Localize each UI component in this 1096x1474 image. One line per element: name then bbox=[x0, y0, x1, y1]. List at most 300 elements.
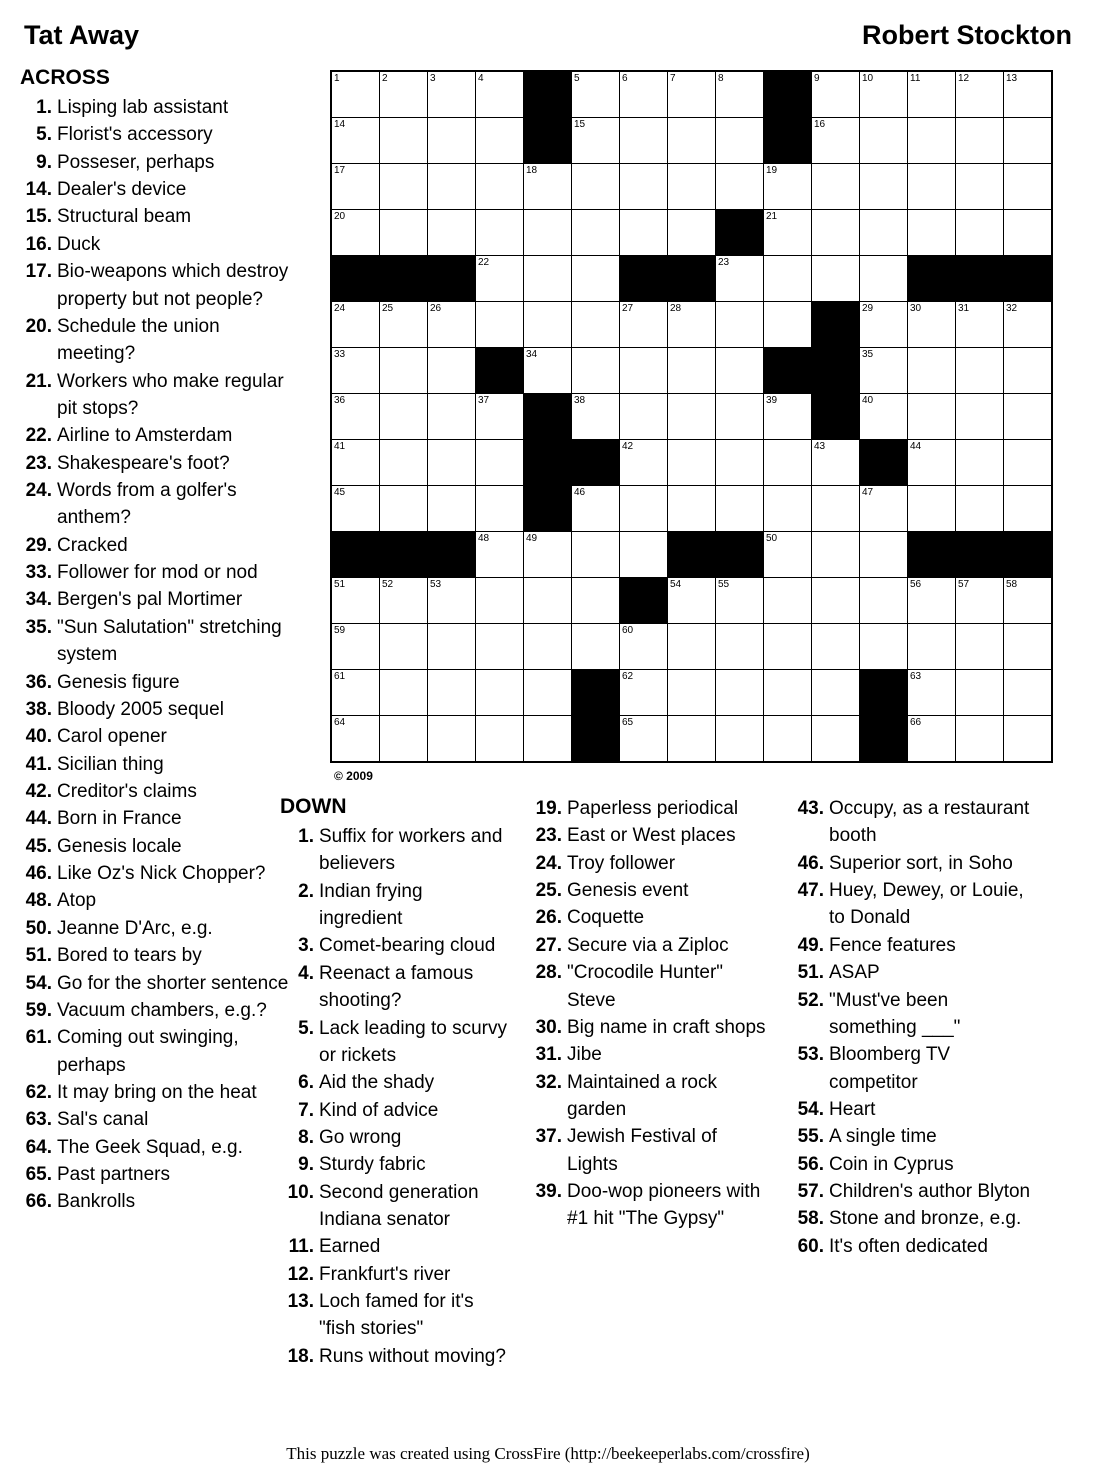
grid-cell[interactable] bbox=[380, 71, 428, 118]
grid-cell[interactable] bbox=[331, 71, 380, 118]
grid-cell[interactable] bbox=[764, 532, 812, 578]
grid-block-cell bbox=[860, 440, 908, 486]
grid-cell[interactable] bbox=[572, 118, 620, 164]
grid-cell[interactable] bbox=[764, 256, 812, 302]
clue-text: "Sun Salutation" stretching system bbox=[57, 616, 282, 666]
clue-item bbox=[18, 805, 290, 832]
grid-cell[interactable] bbox=[764, 394, 812, 440]
clue-item bbox=[18, 860, 290, 887]
grid-cell[interactable] bbox=[716, 256, 764, 302]
grid-cell[interactable] bbox=[476, 302, 524, 348]
grid-cell-number: 25 bbox=[382, 303, 394, 314]
grid-cell[interactable] bbox=[908, 670, 956, 716]
grid-block-cell bbox=[572, 670, 620, 716]
clue-item bbox=[788, 1233, 1032, 1260]
grid-cell[interactable] bbox=[331, 624, 380, 670]
grid-block-cell bbox=[956, 256, 1004, 302]
grid-cell[interactable] bbox=[572, 532, 620, 578]
clue-number: 14. bbox=[25, 179, 52, 201]
clue-number: 46. bbox=[797, 852, 824, 874]
grid-cell[interactable] bbox=[1004, 578, 1053, 624]
grid-cell[interactable] bbox=[668, 578, 716, 624]
grid-cell[interactable] bbox=[572, 486, 620, 532]
grid-cell[interactable] bbox=[812, 486, 860, 532]
grid-cell[interactable] bbox=[331, 578, 380, 624]
clue-item bbox=[18, 614, 290, 669]
grid-cell[interactable] bbox=[1004, 164, 1053, 210]
clue-number: 24. bbox=[25, 480, 52, 502]
grid-block-cell bbox=[908, 532, 956, 578]
grid-cell-number: 44 bbox=[910, 441, 922, 452]
clue-number: 3. bbox=[298, 935, 314, 957]
grid-cell-number: 3 bbox=[430, 73, 436, 84]
grid-cell[interactable] bbox=[668, 348, 716, 394]
grid-cell[interactable] bbox=[572, 210, 620, 256]
grid-cell[interactable] bbox=[380, 394, 428, 440]
grid-cell[interactable] bbox=[668, 302, 716, 348]
grid-cell[interactable] bbox=[380, 440, 428, 486]
grid-cell[interactable] bbox=[860, 394, 908, 440]
grid-cell[interactable] bbox=[428, 71, 476, 118]
grid-cell[interactable] bbox=[620, 348, 668, 394]
grid-cell[interactable] bbox=[331, 302, 380, 348]
clue-text: Bloomberg TV competitor bbox=[829, 1044, 951, 1093]
grid-cell[interactable] bbox=[428, 118, 476, 164]
grid-cell[interactable] bbox=[860, 532, 908, 578]
grid-cell[interactable] bbox=[1004, 716, 1053, 763]
grid-cell[interactable] bbox=[380, 118, 428, 164]
grid-cell[interactable] bbox=[476, 394, 524, 440]
grid-block-cell bbox=[908, 256, 956, 302]
crossword-grid[interactable] bbox=[330, 70, 1053, 763]
grid-cell[interactable] bbox=[908, 348, 956, 394]
grid-cell[interactable] bbox=[860, 486, 908, 532]
grid-cell[interactable] bbox=[476, 440, 524, 486]
grid-block-cell bbox=[812, 348, 860, 394]
grid-cell[interactable] bbox=[524, 302, 572, 348]
grid-cell[interactable] bbox=[524, 532, 572, 578]
grid-cell[interactable] bbox=[668, 486, 716, 532]
grid-block-cell bbox=[572, 716, 620, 763]
clue-number: 62. bbox=[25, 1081, 52, 1103]
grid-cell[interactable] bbox=[716, 164, 764, 210]
clue-item bbox=[526, 850, 770, 877]
grid-cell[interactable] bbox=[331, 348, 380, 394]
grid-cell[interactable] bbox=[908, 716, 956, 763]
grid-cell[interactable] bbox=[476, 71, 524, 118]
grid-cell[interactable] bbox=[860, 348, 908, 394]
grid-cell[interactable] bbox=[524, 624, 572, 670]
grid-cell[interactable] bbox=[428, 210, 476, 256]
grid-cell[interactable] bbox=[524, 348, 572, 394]
grid-cell[interactable] bbox=[428, 348, 476, 394]
clue-item bbox=[278, 960, 508, 1015]
clue-number: 31. bbox=[535, 1044, 562, 1066]
clue-item bbox=[18, 368, 290, 423]
grid-cell[interactable] bbox=[716, 118, 764, 164]
grid-cell[interactable] bbox=[524, 210, 572, 256]
grid-cell[interactable] bbox=[668, 440, 716, 486]
clue-text: Coquette bbox=[567, 907, 645, 929]
clue-text: Huey, Dewey, or Louie, to Donald bbox=[829, 880, 1024, 929]
grid-cell[interactable] bbox=[572, 302, 620, 348]
clue-text: Jeanne D'Arc, e.g. bbox=[57, 917, 213, 939]
clue-number: 55. bbox=[797, 1126, 824, 1148]
grid-cell[interactable] bbox=[1004, 486, 1053, 532]
grid-cell[interactable] bbox=[428, 302, 476, 348]
grid-cell[interactable] bbox=[908, 624, 956, 670]
grid-cell-number: 56 bbox=[910, 579, 922, 590]
grid-block-cell bbox=[1004, 532, 1053, 578]
grid-cell[interactable] bbox=[812, 71, 860, 118]
clue-number: 5. bbox=[36, 124, 52, 146]
clue-number: 17. bbox=[25, 261, 52, 283]
page-title: Tat Away bbox=[24, 20, 140, 50]
grid-cell[interactable] bbox=[331, 440, 380, 486]
grid-cell[interactable] bbox=[524, 578, 572, 624]
grid-cell[interactable] bbox=[812, 624, 860, 670]
grid-cell[interactable] bbox=[1004, 71, 1053, 118]
grid-cell[interactable] bbox=[812, 118, 860, 164]
grid-cell[interactable] bbox=[956, 164, 1004, 210]
grid-cell[interactable] bbox=[908, 210, 956, 256]
grid-cell[interactable] bbox=[1004, 210, 1053, 256]
clue-number: 53. bbox=[797, 1044, 824, 1066]
grid-cell[interactable] bbox=[956, 302, 1004, 348]
grid-cell[interactable] bbox=[956, 670, 1004, 716]
grid-cell[interactable] bbox=[764, 164, 812, 210]
grid-row bbox=[331, 164, 1052, 210]
grid-cell[interactable] bbox=[860, 118, 908, 164]
grid-cell[interactable] bbox=[716, 578, 764, 624]
grid-cell[interactable] bbox=[620, 440, 668, 486]
grid-cell[interactable] bbox=[668, 716, 716, 763]
clue-text: Secure via a Ziploc bbox=[567, 934, 729, 956]
clue-text: A single time bbox=[829, 1126, 937, 1148]
clue-number: 9. bbox=[36, 151, 52, 173]
grid-cell[interactable] bbox=[380, 302, 428, 348]
down-clues-section bbox=[278, 795, 1078, 1370]
clue-text: Bored to tears by bbox=[57, 945, 202, 967]
grid-cell[interactable] bbox=[908, 578, 956, 624]
grid-cell[interactable] bbox=[716, 486, 764, 532]
grid-cell[interactable] bbox=[331, 164, 380, 210]
grid-cell[interactable] bbox=[380, 210, 428, 256]
grid-cell[interactable] bbox=[1004, 348, 1053, 394]
clue-item bbox=[18, 915, 290, 942]
grid-block-cell bbox=[812, 394, 860, 440]
clue-text: Comet-bearing cloud bbox=[319, 935, 496, 957]
grid-cell[interactable] bbox=[812, 578, 860, 624]
clue-text: Genesis locale bbox=[57, 835, 182, 857]
grid-cell[interactable] bbox=[908, 118, 956, 164]
grid-cell[interactable] bbox=[716, 440, 764, 486]
grid-block-cell bbox=[956, 532, 1004, 578]
clue-item bbox=[526, 1178, 770, 1233]
grid-cell[interactable] bbox=[668, 394, 716, 440]
grid-cell[interactable] bbox=[764, 716, 812, 763]
grid-cell[interactable] bbox=[380, 578, 428, 624]
grid-cell-number: 57 bbox=[958, 579, 970, 590]
clue-text: Bankrolls bbox=[57, 1191, 136, 1213]
grid-cell[interactable] bbox=[331, 394, 380, 440]
clue-text: It may bring on the heat bbox=[57, 1081, 257, 1103]
clue-text: Past partners bbox=[57, 1164, 170, 1186]
grid-cell[interactable] bbox=[572, 71, 620, 118]
grid-cell[interactable] bbox=[620, 210, 668, 256]
grid-cell[interactable] bbox=[524, 256, 572, 302]
grid-cell[interactable] bbox=[572, 394, 620, 440]
grid-cell[interactable] bbox=[1004, 302, 1053, 348]
clue-text: Sturdy fabric bbox=[319, 1154, 426, 1176]
grid-cell[interactable] bbox=[956, 624, 1004, 670]
grid-cell[interactable] bbox=[380, 486, 428, 532]
grid-row bbox=[331, 532, 1052, 578]
grid-cell[interactable] bbox=[428, 440, 476, 486]
grid-cell[interactable] bbox=[860, 256, 908, 302]
grid-cell[interactable] bbox=[716, 670, 764, 716]
grid-cell[interactable] bbox=[524, 716, 572, 763]
clue-number: 50. bbox=[25, 917, 52, 939]
clue-number: 25. bbox=[535, 880, 562, 902]
grid-cell[interactable] bbox=[812, 670, 860, 716]
grid-cell-number: 24 bbox=[334, 303, 346, 314]
clue-number: 37. bbox=[535, 1126, 562, 1148]
grid-cell[interactable] bbox=[476, 716, 524, 763]
grid-row bbox=[331, 486, 1052, 532]
grid-cell[interactable] bbox=[716, 348, 764, 394]
grid-cell-number: 1 bbox=[334, 73, 340, 84]
grid-cell-number: 10 bbox=[862, 73, 874, 84]
grid-cell[interactable] bbox=[476, 670, 524, 716]
grid-cell[interactable] bbox=[716, 624, 764, 670]
grid-cell[interactable] bbox=[716, 394, 764, 440]
grid-cell[interactable] bbox=[476, 532, 524, 578]
grid-block-cell bbox=[860, 716, 908, 763]
grid-cell[interactable] bbox=[908, 394, 956, 440]
grid-block-cell bbox=[524, 440, 572, 486]
grid-cell[interactable] bbox=[428, 394, 476, 440]
grid-row bbox=[331, 624, 1052, 670]
grid-cell[interactable] bbox=[620, 670, 668, 716]
grid-cell[interactable] bbox=[331, 670, 380, 716]
grid-cell[interactable] bbox=[764, 670, 812, 716]
grid-cell[interactable] bbox=[1004, 440, 1053, 486]
grid-cell[interactable] bbox=[908, 164, 956, 210]
grid-cell[interactable] bbox=[764, 302, 812, 348]
grid-cell[interactable] bbox=[956, 348, 1004, 394]
clue-item bbox=[18, 121, 290, 148]
grid-cell[interactable] bbox=[380, 716, 428, 763]
clue-item bbox=[526, 822, 770, 849]
grid-cell[interactable] bbox=[956, 210, 1004, 256]
grid-cell[interactable] bbox=[620, 486, 668, 532]
grid-cell[interactable] bbox=[476, 164, 524, 210]
grid-cell[interactable] bbox=[476, 118, 524, 164]
clue-item bbox=[278, 932, 508, 959]
grid-cell[interactable] bbox=[524, 670, 572, 716]
grid-cell[interactable] bbox=[572, 348, 620, 394]
grid-block-cell bbox=[524, 71, 572, 118]
grid-cell[interactable] bbox=[331, 716, 380, 763]
grid-cell[interactable] bbox=[716, 716, 764, 763]
clue-number: 65. bbox=[25, 1164, 52, 1186]
grid-cell[interactable] bbox=[860, 578, 908, 624]
grid-cell[interactable] bbox=[620, 394, 668, 440]
grid-cell[interactable] bbox=[380, 164, 428, 210]
grid-cell[interactable] bbox=[331, 210, 380, 256]
grid-cell[interactable] bbox=[668, 164, 716, 210]
grid-cell[interactable] bbox=[812, 256, 860, 302]
grid-cell[interactable] bbox=[380, 624, 428, 670]
grid-cell[interactable] bbox=[668, 118, 716, 164]
grid-cell[interactable] bbox=[428, 716, 476, 763]
grid-cell[interactable] bbox=[331, 486, 380, 532]
clue-number: 66. bbox=[25, 1191, 52, 1213]
clue-text: Born in France bbox=[57, 808, 182, 830]
clue-number: 15. bbox=[25, 206, 52, 228]
grid-cell[interactable] bbox=[956, 578, 1004, 624]
grid-cell[interactable] bbox=[812, 532, 860, 578]
grid-cell[interactable] bbox=[668, 71, 716, 118]
grid-cell[interactable] bbox=[331, 118, 380, 164]
grid-row bbox=[331, 118, 1052, 164]
grid-cell[interactable] bbox=[476, 624, 524, 670]
clue-number: 40. bbox=[25, 726, 52, 748]
clue-text: "Crocodile Hunter" Steve bbox=[567, 962, 724, 1011]
clue-text: Reenact a famous shooting? bbox=[319, 962, 474, 1012]
grid-cell[interactable] bbox=[572, 256, 620, 302]
grid-cell[interactable] bbox=[620, 624, 668, 670]
grid-cell-number: 34 bbox=[526, 349, 538, 360]
clue-number: 42. bbox=[25, 780, 52, 802]
grid-cell[interactable] bbox=[572, 164, 620, 210]
grid-cell[interactable] bbox=[380, 348, 428, 394]
grid-cell[interactable] bbox=[620, 716, 668, 763]
clue-item bbox=[18, 450, 290, 477]
grid-cell[interactable] bbox=[428, 624, 476, 670]
grid-cell[interactable] bbox=[1004, 394, 1053, 440]
grid-cell[interactable] bbox=[860, 164, 908, 210]
grid-cell[interactable] bbox=[908, 440, 956, 486]
clue-item bbox=[278, 1124, 508, 1151]
grid-cell[interactable] bbox=[956, 440, 1004, 486]
grid-cell[interactable] bbox=[812, 164, 860, 210]
clue-item bbox=[526, 877, 770, 904]
grid-cell[interactable] bbox=[620, 71, 668, 118]
clue-item bbox=[18, 997, 290, 1024]
grid-cell[interactable] bbox=[956, 486, 1004, 532]
grid-cell[interactable] bbox=[620, 164, 668, 210]
grid-cell[interactable] bbox=[860, 302, 908, 348]
grid-cell[interactable] bbox=[860, 71, 908, 118]
grid-cell[interactable] bbox=[812, 210, 860, 256]
grid-cell[interactable] bbox=[716, 302, 764, 348]
grid-cell[interactable] bbox=[476, 210, 524, 256]
clue-text: Shakespeare's foot? bbox=[57, 452, 230, 474]
grid-block-cell bbox=[764, 118, 812, 164]
clue-text: Bio-weapons which destroy property but not people? bbox=[57, 261, 289, 310]
grid-cell[interactable] bbox=[476, 486, 524, 532]
grid-cell-number: 58 bbox=[1006, 579, 1018, 590]
clue-item bbox=[278, 1233, 508, 1260]
grid-block-cell bbox=[331, 256, 380, 302]
grid-row bbox=[331, 670, 1052, 716]
grid-block-cell bbox=[764, 71, 812, 118]
grid-cell[interactable] bbox=[572, 578, 620, 624]
grid-cell[interactable] bbox=[380, 670, 428, 716]
grid-cell[interactable] bbox=[668, 210, 716, 256]
grid-cell[interactable] bbox=[620, 118, 668, 164]
grid-cell[interactable] bbox=[668, 624, 716, 670]
grid-cell[interactable] bbox=[1004, 118, 1053, 164]
grid-cell[interactable] bbox=[428, 486, 476, 532]
grid-cell[interactable] bbox=[572, 624, 620, 670]
grid-cell[interactable] bbox=[1004, 670, 1053, 716]
grid-cell[interactable] bbox=[956, 716, 1004, 763]
grid-cell[interactable] bbox=[764, 578, 812, 624]
grid-cell[interactable] bbox=[620, 302, 668, 348]
grid-cell[interactable] bbox=[1004, 624, 1053, 670]
grid-cell[interactable] bbox=[716, 71, 764, 118]
grid-cell-number: 27 bbox=[622, 303, 634, 314]
grid-cell[interactable] bbox=[428, 578, 476, 624]
grid-cell[interactable] bbox=[956, 118, 1004, 164]
grid-cell[interactable] bbox=[620, 532, 668, 578]
grid-cell[interactable] bbox=[524, 164, 572, 210]
clue-number: 44. bbox=[25, 808, 52, 830]
grid-cell[interactable] bbox=[428, 670, 476, 716]
grid-cell[interactable] bbox=[908, 302, 956, 348]
grid-cell[interactable] bbox=[668, 670, 716, 716]
grid-cell[interactable] bbox=[860, 624, 908, 670]
clue-text: Occupy, as a restaurant booth bbox=[829, 798, 1030, 847]
grid-cell[interactable] bbox=[812, 440, 860, 486]
grid-cell[interactable] bbox=[764, 440, 812, 486]
grid-block-cell bbox=[860, 670, 908, 716]
grid-block-cell bbox=[620, 256, 668, 302]
grid-cell[interactable] bbox=[956, 394, 1004, 440]
grid-cell-number: 51 bbox=[334, 579, 346, 590]
grid-row bbox=[331, 256, 1052, 302]
grid-cell[interactable] bbox=[956, 71, 1004, 118]
grid-block-cell bbox=[716, 210, 764, 256]
clue-item bbox=[18, 833, 290, 860]
grid-cell[interactable] bbox=[908, 71, 956, 118]
clue-text: Follower for mod or nod bbox=[57, 562, 258, 584]
clue-item bbox=[788, 932, 1032, 959]
clue-item bbox=[18, 1079, 290, 1106]
clue-item bbox=[18, 751, 290, 778]
grid-cell[interactable] bbox=[908, 486, 956, 532]
grid-cell[interactable] bbox=[764, 486, 812, 532]
grid-cell[interactable] bbox=[428, 164, 476, 210]
grid-cell[interactable] bbox=[764, 210, 812, 256]
grid-cell-number: 46 bbox=[574, 487, 586, 498]
grid-cell[interactable] bbox=[476, 256, 524, 302]
clue-item bbox=[18, 669, 290, 696]
clue-text: Go wrong bbox=[319, 1126, 402, 1148]
clue-text: Posseser, perhaps bbox=[57, 151, 215, 173]
grid-cell[interactable] bbox=[476, 578, 524, 624]
grid-cell-number: 39 bbox=[766, 395, 778, 406]
clue-number: 63. bbox=[25, 1109, 52, 1131]
clue-number: 22. bbox=[25, 425, 52, 447]
grid-cell[interactable] bbox=[860, 210, 908, 256]
grid-cell[interactable] bbox=[812, 716, 860, 763]
grid-cell[interactable] bbox=[764, 624, 812, 670]
clue-item bbox=[18, 477, 290, 532]
